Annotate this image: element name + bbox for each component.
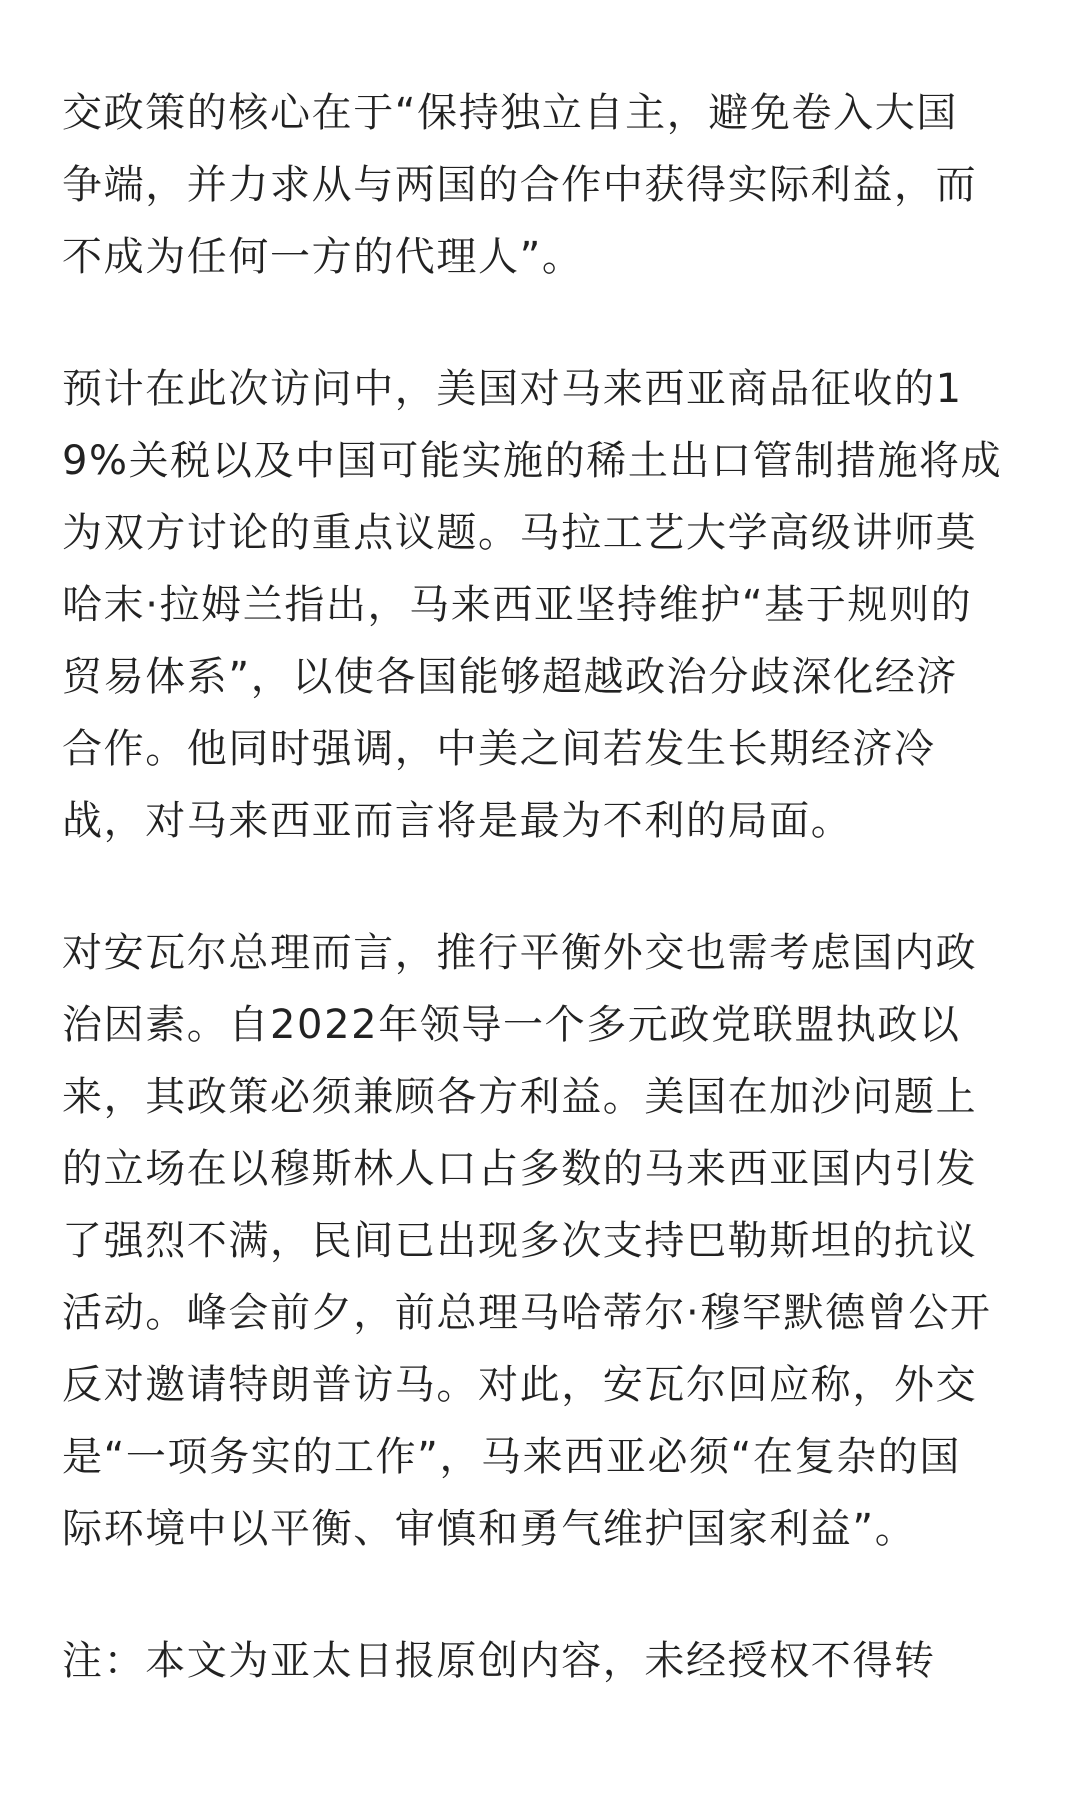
text-line: 哈末·拉姆兰指出，马来西亚坚持维护“基于规则的	[62, 582, 973, 628]
text-line: 9%关税以及中国可能实施的稀土出口管制措施将成	[62, 438, 1003, 484]
copyright-note	[62, 1625, 1022, 1697]
text-line: 活动。峰会前夕，前总理马哈蒂尔·穆罕默德曾公开	[62, 1290, 992, 1336]
text-line: 是“一项务实的工作”，马来西亚必须“在复杂的国	[62, 1434, 961, 1480]
text-line: 治因素。自2022年领导一个多元政党联盟执政以	[62, 1002, 961, 1048]
text-line: 预计在此次访问中，美国对马来西亚商品征收的1	[62, 366, 963, 412]
text-line: 反对邀请特朗普访马。对此，安瓦尔回应称，外交	[62, 1362, 978, 1408]
text-line: 争端，并力求从与两国的合作中获得实际利益，而	[62, 162, 978, 208]
text-line: 为双方讨论的重点议题。马拉工艺大学高级讲师莫	[62, 510, 978, 556]
text-line: 了强烈不满，民间已出现多次支持巴勒斯坦的抗议	[62, 1218, 978, 1264]
paragraph-tariff-discussion	[62, 353, 1022, 857]
text-line: 战，对马来西亚而言将是最为不利的局面。	[62, 798, 853, 844]
text-line: 不成为任何一方的代理人”。	[62, 234, 584, 280]
text-line: 注：本文为亚太日报原创内容，未经授权不得转	[62, 1638, 936, 1684]
text-line: 贸易体系”，以使各国能够超越政治分歧深化经济	[62, 654, 958, 700]
paragraph-foreign-policy-core	[62, 77, 1022, 293]
article-body	[62, 77, 1022, 1697]
text-line: 际环境中以平衡、审慎和勇气维护国家利益”。	[62, 1506, 917, 1552]
text-line: 合作。他同时强调，中美之间若发生长期经济冷	[62, 726, 936, 772]
text-line: 来，其政策必须兼顾各方利益。美国在加沙问题上	[62, 1074, 978, 1120]
text-line: 交政策的核心在于“保持独立自主，避免卷入大国	[62, 90, 958, 136]
paragraph-domestic-politics	[62, 917, 1022, 1565]
text-line: 的立场在以穆斯林人口占多数的马来西亚国内引发	[62, 1146, 978, 1192]
text-line: 对安瓦尔总理而言，推行平衡外交也需考虑国内政	[62, 930, 978, 976]
